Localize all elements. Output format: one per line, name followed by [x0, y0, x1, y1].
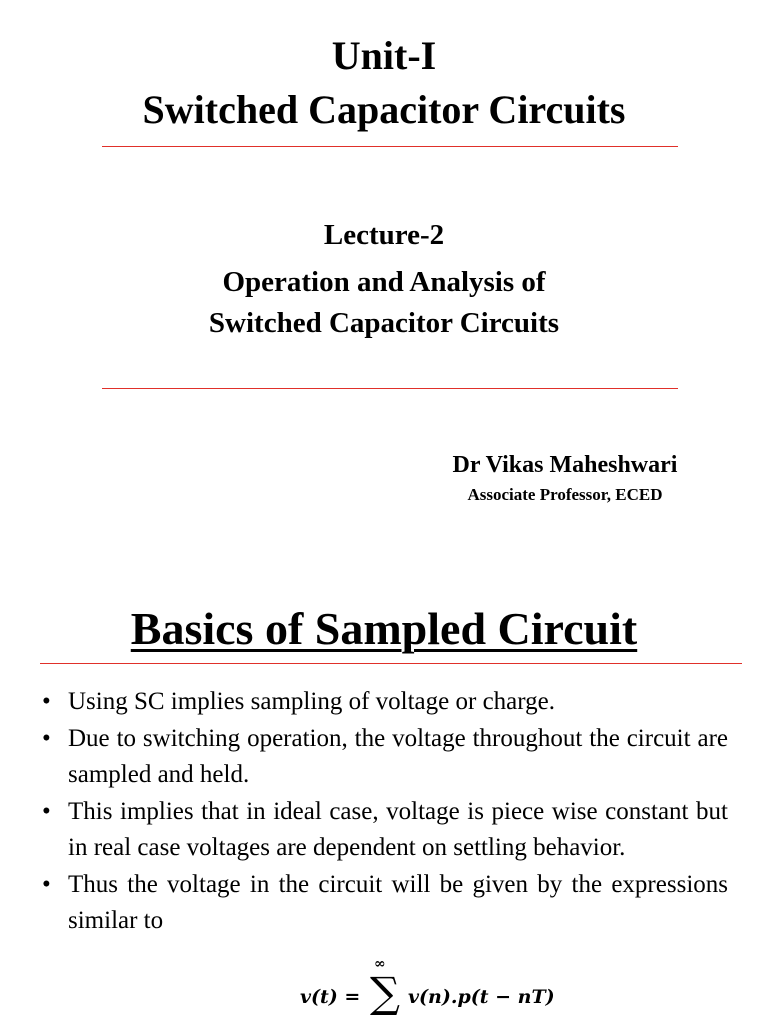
- lecture-subtitle-line2: Switched Capacitor Circuits: [208, 307, 560, 339]
- slide-title: Basics of Sampled Circuit: [130, 603, 638, 654]
- content-slide: [0, 560, 768, 1024]
- subtitle-divider: [102, 388, 678, 389]
- lecture-number: Lecture-2: [323, 219, 445, 251]
- lecture-subtitle-line1: Operation and Analysis of: [222, 266, 546, 298]
- bullet-item: • Thus the voltage in the circuit will be given by the expressions similar to: [42, 867, 728, 940]
- bullet-item: • Using SC implies sampling of voltage or charge.: [42, 684, 728, 721]
- author-name: Dr Vikas Maheshwari: [452, 452, 678, 478]
- unit-heading: Unit-I: [331, 33, 437, 78]
- slide-title-divider: [40, 663, 742, 664]
- title-divider: [102, 146, 678, 147]
- bullet-item: • Due to switching operation, the voltage throughout the circuit are sampled and held.: [42, 721, 728, 794]
- author-affiliation: Associate Professor, ECED: [467, 485, 663, 504]
- formula-rhs: v(n).p(t − nT): [408, 986, 555, 1008]
- course-title: Switched Capacitor Circuits: [142, 87, 626, 132]
- sampled-voltage-formula: [300, 956, 555, 1024]
- formula-sum-upper-limit: ∞: [374, 956, 386, 972]
- bullet-list: [42, 684, 728, 940]
- formula-summation-symbol: ∑: [370, 968, 400, 1017]
- bullet-item: • This implies that in ideal case, voltage is piece wise constant but in real case voltages are dependent on settling behavior.: [42, 794, 728, 867]
- formula-lhs: v(t) =: [300, 986, 361, 1008]
